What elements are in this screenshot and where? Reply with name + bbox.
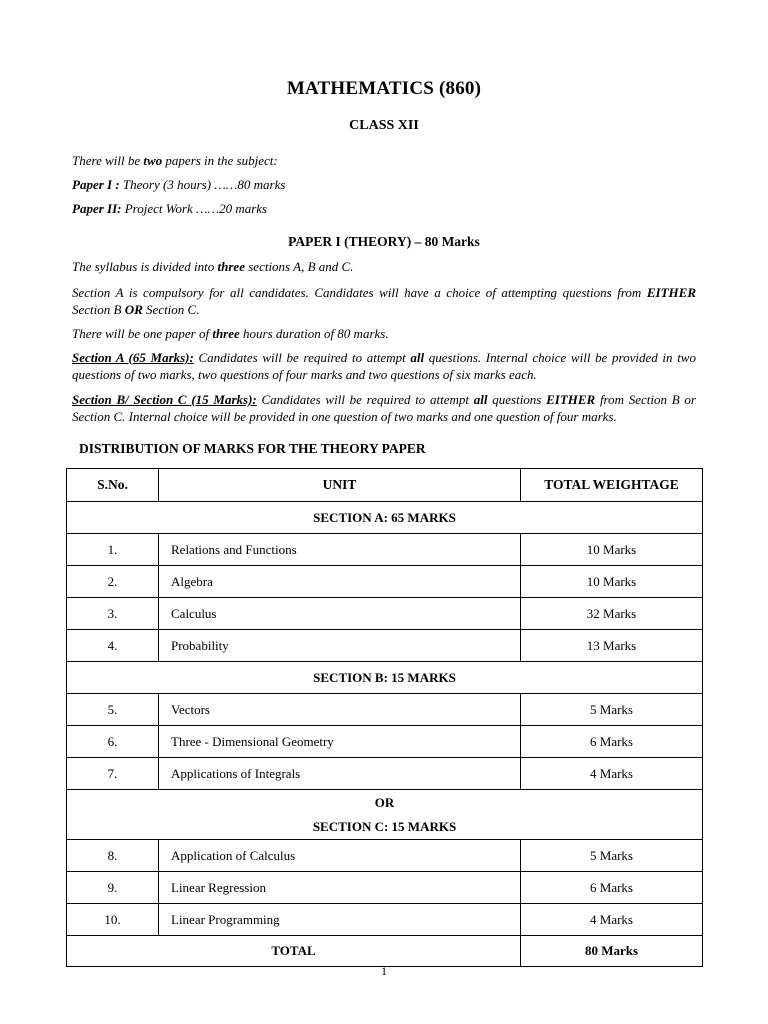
table-row <box>67 534 703 566</box>
section-c-row <box>67 790 703 840</box>
total-marks: 80 Marks <box>521 936 703 967</box>
row-sno: 7. <box>67 758 159 790</box>
section-a-note: Section A (65 Marks): Candidates will be required to attempt all questions. Internal choice will be provided in two questions of two marks, two questions of four marks and two questions of six marks each. <box>72 350 696 382</box>
section-c-label: SECTION C: 15 MARKS <box>312 818 457 834</box>
intro-line: There will be two papers in the subject: <box>72 153 278 168</box>
row-sno: 9. <box>67 872 159 904</box>
total-row <box>67 936 703 967</box>
section-bc-note: Section B/ Section C (15 Marks): Candidates will be required to attempt all questions EITHER from Section B or Section C. Internal choice will be provided in one question of two marks and one question of four marks. <box>72 392 696 424</box>
table-row <box>67 758 703 790</box>
row-unit: Three - Dimensional Geometry <box>159 726 521 758</box>
table-row <box>67 566 703 598</box>
row-unit: Probability <box>159 630 521 662</box>
section-a-compulsory: Section A is compulsory for all candidates. Candidates will have a choice of attempting questions from EITHER Section B OR Section C. <box>72 285 696 317</box>
row-sno: 5. <box>67 694 159 726</box>
paper-1-heading: PAPER I (THEORY) – 80 Marks <box>288 234 480 249</box>
row-marks: 10 Marks <box>521 566 703 598</box>
row-marks: 10 Marks <box>521 534 703 566</box>
table-row <box>67 904 703 936</box>
row-sno: 10. <box>67 904 159 936</box>
header-unit: UNIT <box>159 469 521 502</box>
row-sno: 8. <box>67 840 159 872</box>
row-marks: 5 Marks <box>521 840 703 872</box>
row-marks: 6 Marks <box>521 872 703 904</box>
row-unit: Linear Regression <box>159 872 521 904</box>
row-unit: Linear Programming <box>159 904 521 936</box>
row-marks: 13 Marks <box>521 630 703 662</box>
row-unit: Calculus <box>159 598 521 630</box>
section-b-row <box>67 662 703 694</box>
paper-1-line: Paper I : Theory (3 hours) ……80 marks <box>72 177 286 192</box>
table-header-row <box>67 469 703 502</box>
row-marks: 4 Marks <box>521 758 703 790</box>
row-sno: 2. <box>67 566 159 598</box>
table-row <box>67 630 703 662</box>
header-sno: S.No. <box>67 469 159 502</box>
row-sno: 6. <box>67 726 159 758</box>
table-row <box>67 694 703 726</box>
row-unit: Vectors <box>159 694 521 726</box>
row-marks: 6 Marks <box>521 726 703 758</box>
paper-2-line: Paper II: Project Work ……20 marks <box>72 201 268 216</box>
row-marks: 32 Marks <box>521 598 703 630</box>
total-label: TOTAL <box>67 936 521 967</box>
row-marks: 5 Marks <box>521 694 703 726</box>
row-unit: Application of Calculus <box>159 840 521 872</box>
page-title: MATHEMATICS (860) <box>286 78 482 99</box>
syllabus-division: The syllabus is divided into three sections A, B and C. <box>72 259 354 274</box>
class-subtitle: CLASS XII <box>349 118 419 133</box>
row-sno: 3. <box>67 598 159 630</box>
row-sno: 1. <box>67 534 159 566</box>
row-sno: 4. <box>67 630 159 662</box>
table-row <box>67 726 703 758</box>
section-b-label: SECTION B: 15 MARKS <box>67 662 703 694</box>
paper-duration: There will be one paper of three hours duration of 80 marks. <box>72 326 389 341</box>
marks-distribution-table <box>66 468 703 967</box>
distribution-heading: DISTRIBUTION OF MARKS FOR THE THEORY PAPER <box>79 441 426 456</box>
table-row <box>67 840 703 872</box>
row-unit: Applications of Integrals <box>159 758 521 790</box>
or-section-c-cell <box>67 790 703 840</box>
row-unit: Relations and Functions <box>159 534 521 566</box>
or-label: OR <box>374 794 395 810</box>
table-row <box>67 872 703 904</box>
table-row <box>67 598 703 630</box>
header-weightage: TOTAL WEIGHTAGE <box>521 469 703 502</box>
page-number: 1 <box>381 964 387 978</box>
row-unit: Algebra <box>159 566 521 598</box>
section-a-label: SECTION A: 65 MARKS <box>67 502 703 534</box>
row-marks: 4 Marks <box>521 904 703 936</box>
section-a-row <box>67 502 703 534</box>
